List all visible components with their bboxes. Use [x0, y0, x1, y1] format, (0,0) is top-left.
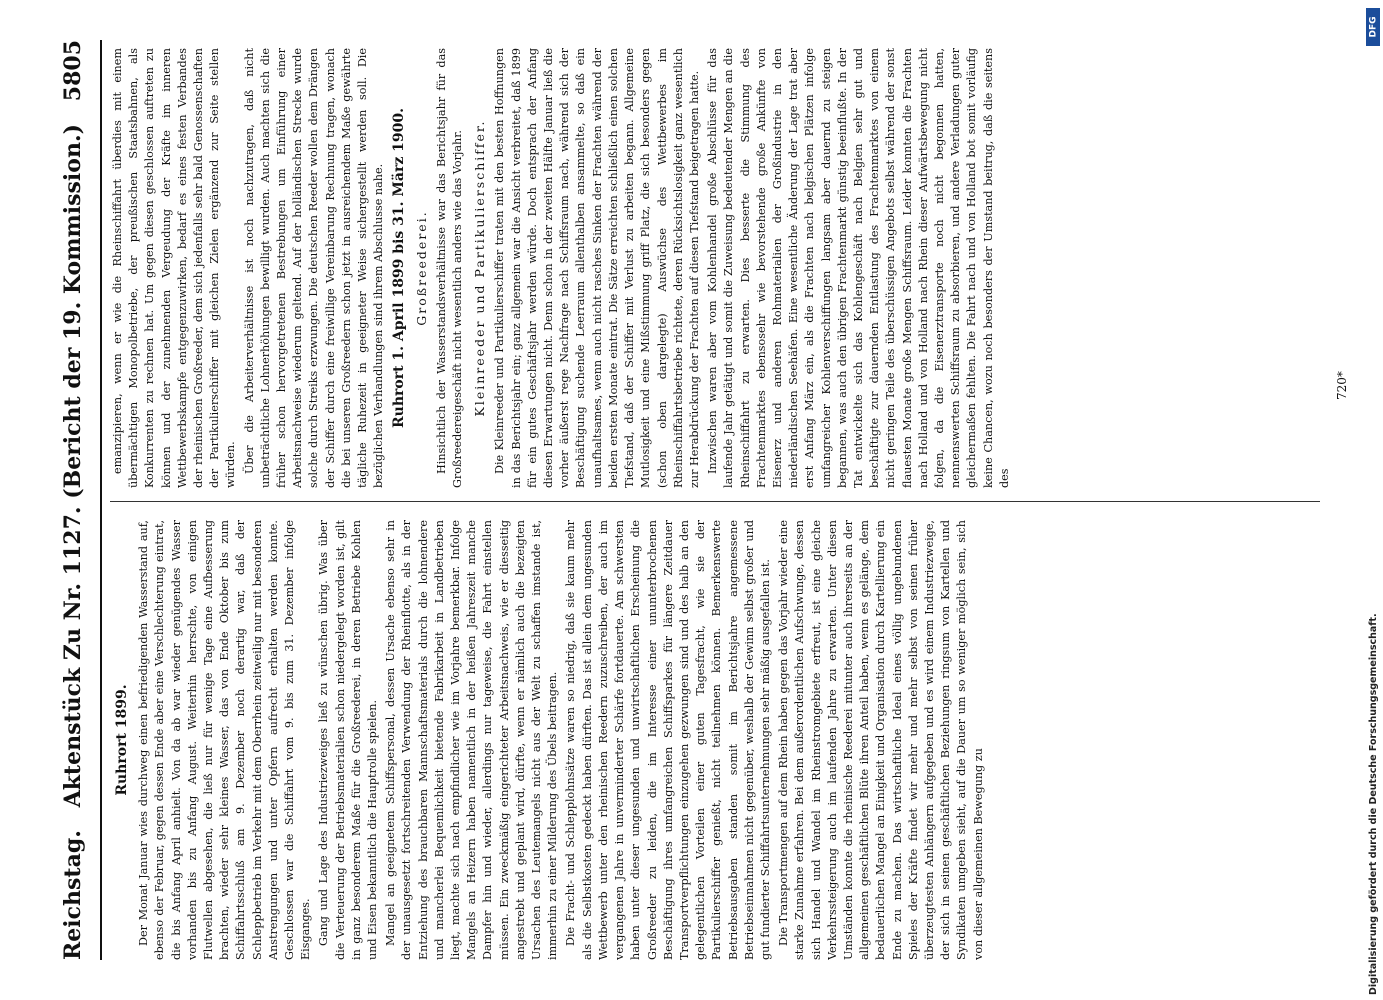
- header-title: Aktenstück Zu Nr. 1127. (Bericht der 19. Kommission.): [60, 123, 86, 808]
- subheading-kleinreeder: Kleinreeder und Partikulierschiffer.: [472, 119, 488, 417]
- column-divider: [110, 501, 1320, 502]
- right-paragraph: Inzwischen waren aber vom Kohlenhandel große Abschlüsse für das laufende Jahr getätigt und somit die Zuweisung bedeutender Mengen an die Rheinschiffahrt zu erwarten. Dies besserte die Stimmung des Frachtenmarktes ebensosehr wie bevorstehende große Ankünfte von Eisenerz und anderen Rohmaterialien der Großindustrie in den niederländischen Seehäfen. Eine wesentliche Änderung der Lage trat aber erst Anfang März ein, als die Frachten nach belgischen Plätzen infolge umfangreicher Kohlenverschiffungen langsam aber dauernd zu steigen begannen, was auch den übrigen Frachtenmarkt günstig beeinflußte. In der Tat entwickelte sich das Kohlengeschäft nach Belgien sehr gut und beschäftigte zur dauernden Entlastung des Frachtenmarktes von einem nicht geringen Teile des überschüssigen Angebots selbst während der sonst flauesten Monate große Mengen Schiffsraum. Leider konnten die Frachten nach Holland und von Holland nach Rhein dieser Aufwärtsbewegung nicht folgen, da die Eisenerztransporte noch nicht begonnen hatten, nennenswerten Schiffsraum zu absorbieren, und andere Verladungen guter gleichermaßen fehlten. Die Fahrt nach und von Holland bot somit vorläufig keine Chancen, wozu noch besonders der Umstand beitrug, daß die seitens des: [706, 48, 1011, 488]
- page-number: 5805: [60, 40, 86, 102]
- right-paragraph: Die Kleinreeder und Partikulierschiffer traten mit den besten Hoffnungen in das Berichtsjahr ein; ganz allgemein war die Ansicht verbreitet, daß 1899 für ein gutes Geschäftsjahr werden würde. Doch entsprach der Anfang diesen Erwartungen nicht. Denn schon in der zweiten Hälfte Januar ließ die vorher äußerst rege Nachfrage nach Schiffsraum nach, während sich der Beschäftigung suchende Leerraum allenthalben ansammelte, so daß ein unaufhaltsames, wenn auch nicht rasches Sinken der Frachten während der beiden ersten Monate eintrat. Die Sätze erreichten schließlich einen solchen Tiefstand, daß der Schiffer mit Verlust zu arbeiten begann. Allgemeine Mutlosigkeit und eine Mißstimmung griff Platz, die sich besonders gegen (schon oben dargelegte) Auswüchse des Wettbewerbes im Rheinschiffahrtsbetriebe richtete, deren Rücksichtslosigkeit ganz wesentlich zur Herabdrückung der Frachten auf diesen Tiefstand beigetragen hatte.: [493, 48, 701, 488]
- subheading-grossreederei: Großreederei.: [413, 210, 429, 326]
- left-paragraph: Mangel an geeignetem Schiffspersonal, dessen Ursache ebenso sehr in der unausgesetzt fortschreitenden Verwendung der Rheinflotte, als in der Entziehung des brauchbaren Mannschaftsmaterials durch die lohnendere und mancherlei Bequemlichkeit bietende Fabrikarbeit in Landbetrieben liegt, machte sich nach empfindlicher wie im Vorjahre bemerkbar. Infolge Mangels an Heizern haben namentlich in der heißen Jahreszeit manche Dampfer hin und wieder, allerdings nur tageweise, die Fahrt einstellen müssen. Ein zweckmäßig eingerichteter Arbeitsnachweis, wie er diesseitig angestrebt und geplant wird, dürfte, wenn er nämlich auch die bezeigten Ursachen des Leutemangels nicht aus der Welt zu schaffen imstande ist, immerhin zu einer Milderung des Übels beitragen.: [384, 520, 560, 960]
- page-header: [60, 40, 102, 960]
- rotated-page: [60, 40, 1350, 960]
- left-heading: Ruhrort 1899.: [114, 684, 130, 796]
- signature-mark: 720*: [1335, 371, 1349, 400]
- header-left: Reichstag.: [60, 830, 86, 960]
- right-paragraph: Über die Arbeiterverhältnisse ist noch nachzutragen, daß nicht unbeträchtliche Lohnerhöhungen bewilligt wurden. Auch machten sich die früher schon hervorgetretenen Bestrebungen um Einführung einer Arbeitsnachweise wiederum geltend. Auf der holländischen Strecke wurde solche durch Streiks erzwungen. Die deutschen Reeder wollen dem Drängen der Schiffer durch eine freiwillige Vereinbarung Rechnung tragen, wonach die bei unseren Großreedern schon jetzt in ausreichendem Maße gewährte tägliche Ruhezeit in geeigneter Weise sichergestellt werden soll. Die bezüglichen Verhandlungen sind ihrem Abschlusse nahe.: [242, 48, 386, 488]
- dfg-logo: DFG: [1366, 8, 1380, 46]
- right-heading: Ruhrort 1. April 1899 bis 31. März 1900.: [391, 108, 408, 428]
- left-paragraph: Gang und Lage des Industriezweiges ließ zu wünschen übrig. Was über die Verteuerung der Betriebsmaterialien schon niedergelegt worden ist, gilt in ganz besonderem Maße für die Großreederei, in deren Betriebe Kohlen und Eisen bekanntlich die Hauptrolle spielen.: [317, 520, 380, 960]
- left-paragraph: Die Transportmengen auf dem Rhein haben gegen das Vorjahr wieder eine starke Zunahme erfahren. Bei dem außerordentlichen Aufschwunge, dessen sich Handel und Wandel im Rheinstromgebiete erfreut, ist eine gleiche Verkehrssteigerung auch im laufenden Jahre zu erwarten. Unter diesen Umständen konnte die rheinische Reederei mitunter auch ihrerseits an der allgemeinen geschäftlichen Blüte ihren Anteil haben, wenn es gelänge, dem bedauerlichen Mangel an Einigkeit und Organisation durch Kartellierung ein Ende zu machen. Das wirtschaftliche Ideal eines völlig ungebundenen Spieles der Kräfte findet wir mehr und mehr selbst von seinen früher überzeugtesten Anhängern aufgegeben und es wird einem Industriezweige, der sich in seinen geschäftlichen Beziehungen ringsum von Kartellen und Syndikaten umgeben sieht, auf die Dauer um so weniger möglich sein, sich von dieser allgemeinen Bewegung zu: [777, 520, 985, 960]
- right-paragraph: Hinsichtlich der Wasserstandsverhältnisse war das Berichtsjahr für das Großreedereigeschäft nicht wesentlich anders wie das Vorjahr.: [434, 48, 465, 488]
- left-paragraph: Der Monat Januar wies durchweg einen befriedigenden Wasserstand auf, ebenso der Februar, gegen dessen Ende aber eine Verschlechterung eintrat, die bis Anfang April anhielt. Von da ab war wieder genügendes Wasser vorhanden bis zu Anfang August. Weiterhin herrschte, von einigen Flutwellen abgesehen, die ließ nur für wenige Tage eine Aufbesserung brachten, wieder sehr kleines Wasser, das von Ende Oktober bis zum Schiffahrtsschluß am 9. Dezember noch derartig war, daß der Schleppbetrieb im Verkehr mit dem Oberrhein zeitweilig nur mit besonderen Anstrengungen und unter Opfern aufrecht erhalten werden konnte. Geschlossen war die Schiffahrt vom 9. bis zum 31. Dezember infolge Eisganges.: [137, 520, 313, 960]
- left-paragraph: Die Fracht- und Schlepplohnsätze waren so niedrig, daß sie kaum mehr als die Selbstkosten gedeckt haben dürften. Das ist allein dem ungesunden Wettbewerb unter den rheinischen Reedern zuzuschreiben, der auch im vergangenen Jahre in unverminderter Schärfe fortdauerte. Am schwersten haben unter dieser ungesunden und unwirtschaftlichen Erscheinung die Großreeder zu leiden, die im Interesse einer ununterbrochenen Beschäftigung ihres umfangreichen Schiffsparkes für längere Zeitdauer Transportverpflichtungen einzugehen gezwungen sind und des halb an den gelegentlichen Vorteilen einer guten Tagesfracht, wie sie der Partikulierschiffer genießt, nicht teilnehmen können. Bemerkenswerte Betriebsausgaben standen somit im Berichtsjahre angemessene Betriebseinnahmen nicht gegenüber, weshalb der Gewinn selbst großer und gut fundierter Schiffahrtsunternehmungen sehr mäßig ausgefallen ist.: [564, 520, 772, 960]
- left-column: [110, 520, 1330, 960]
- right-column: [110, 48, 1330, 488]
- right-paragraph: emanzipieren, wenn er wie die Rheinschiffahrt überdies mit einem übermächtigen Monopolbetriebe, der preußischen Staatsbahnen, als Konkurrenten zu rechnen hat. Um gegen diesen geschlossen auftreten zu können und der zunehmenden Vergeudung der Kräfte im inneren Wettbewerbskampfe entgegenzuwirken, bedarf es eines festen Verbandes der rheinischen Großreeder, dem sich jedenfalls sehr bald Genossenschaften der Partikulierschiffer mit gleichen Zielen ergänzend zur Seite stellen würden.: [111, 48, 238, 488]
- digitization-credit: Digitalisierung gefördert durch die Deutsche Forschungsgemeinschaft.: [1368, 613, 1379, 995]
